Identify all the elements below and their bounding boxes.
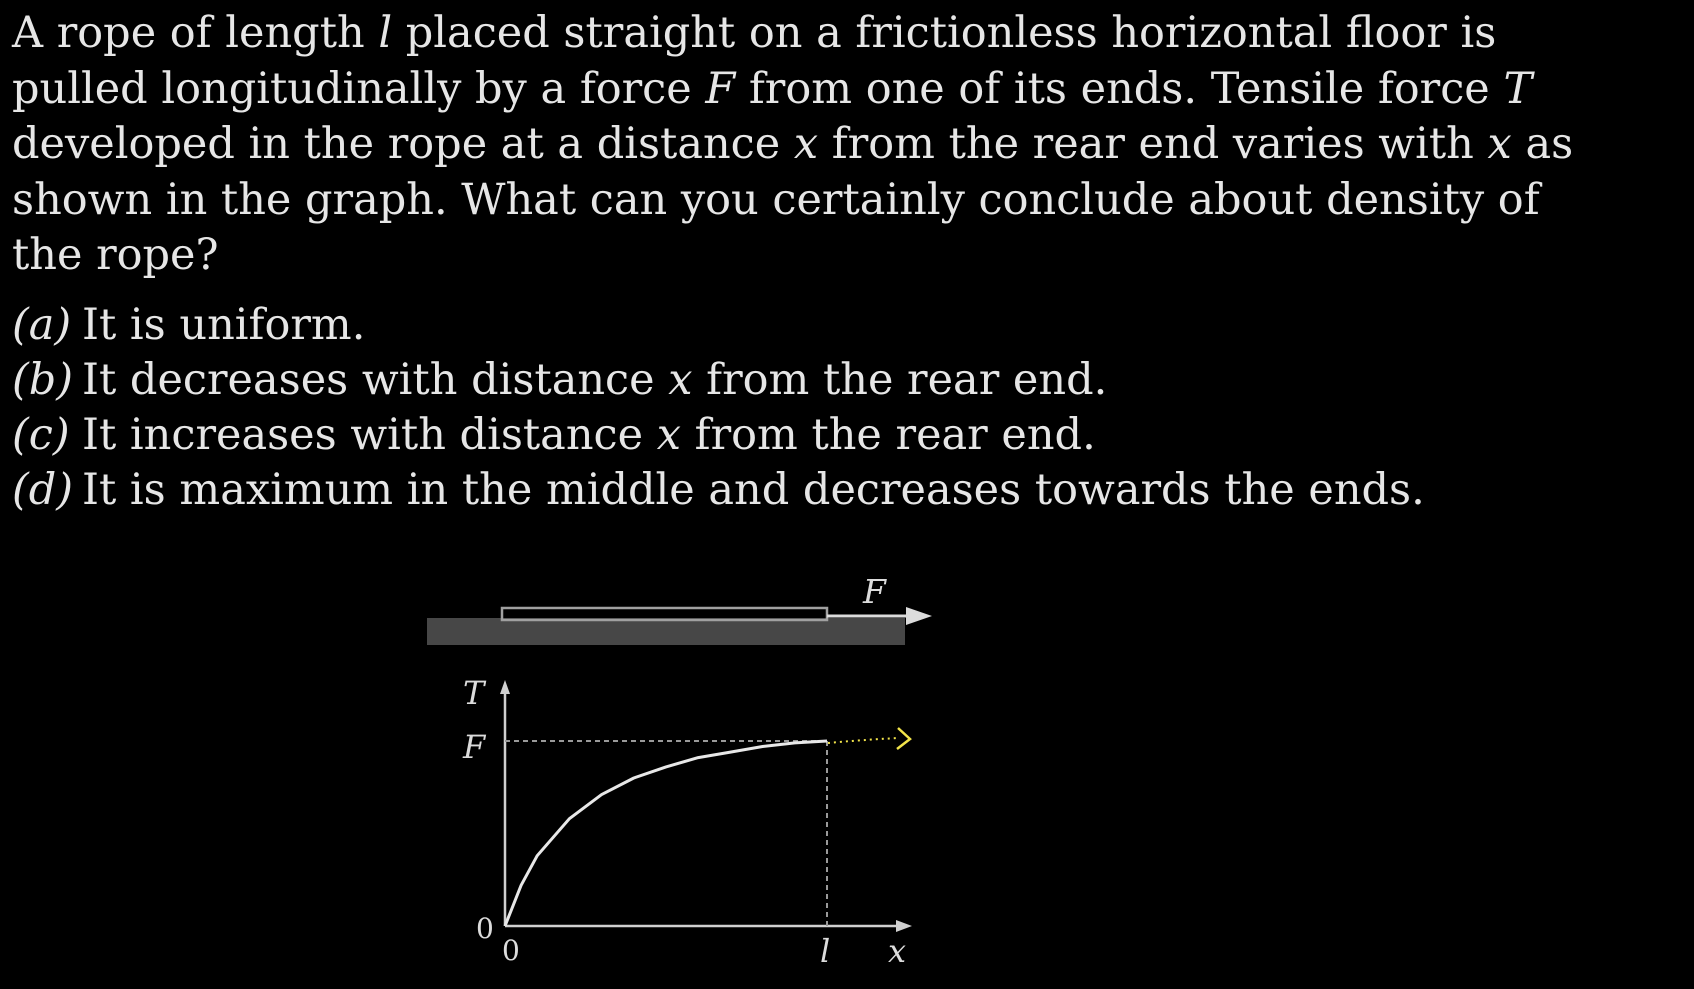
text-run: from the rear end varies with (818, 119, 1488, 169)
text-run: shown in the graph. What can you certainly conclude about density of (12, 174, 1540, 225)
variable-x: x (1487, 119, 1512, 169)
floor (427, 618, 905, 645)
option-text: It is maximum in the middle and decreases towards the ends. (82, 465, 1425, 515)
graph (462, 674, 912, 970)
variable-x: x (668, 355, 693, 405)
text-run: developed in the rope at a distance (12, 119, 794, 169)
tension-curve (505, 741, 827, 926)
text-run: the rope? (12, 230, 219, 280)
x-axis-arrow-head (896, 920, 912, 932)
option-label: (c) (12, 410, 70, 460)
option-text: from the rear end. (680, 410, 1096, 460)
variable-l: l (378, 8, 393, 58)
option-text: It increases with distance (82, 410, 657, 460)
text-run: from one of its ends. Tensile force (735, 63, 1504, 114)
text-run: placed straight on a frictionless horizontal floor is (392, 8, 1497, 58)
annotation-dotted-line (828, 738, 898, 743)
x-tick-label: l (820, 932, 831, 970)
option-text: It is uniform. (82, 300, 366, 350)
x-origin-label: 0 (502, 934, 520, 967)
force-arrow-head (906, 607, 932, 625)
variable-x: x (656, 410, 681, 460)
rope-diagram (427, 572, 932, 645)
text-run: A rope of length (12, 8, 379, 58)
option-text: It decreases with distance (82, 355, 669, 405)
variable-T: T (1503, 63, 1533, 114)
y-tick-label: F (463, 728, 486, 766)
annotation-arrow-head (897, 728, 910, 749)
variable-F: F (705, 63, 736, 114)
y-axis-arrow-head (500, 680, 510, 694)
option-label: (b) (12, 355, 74, 405)
option-label: (a) (12, 300, 72, 350)
text-run: as (1511, 119, 1574, 169)
text-run: pulled longitudinally by a force (12, 63, 706, 114)
force-label: F (863, 572, 886, 611)
y-origin-label: 0 (476, 912, 494, 945)
x-axis-label: x (888, 932, 907, 970)
y-axis-label: T (463, 674, 485, 712)
option-label: (d) (12, 465, 74, 515)
variable-x: x (793, 119, 819, 169)
option-text: from the rear end. (692, 355, 1108, 405)
